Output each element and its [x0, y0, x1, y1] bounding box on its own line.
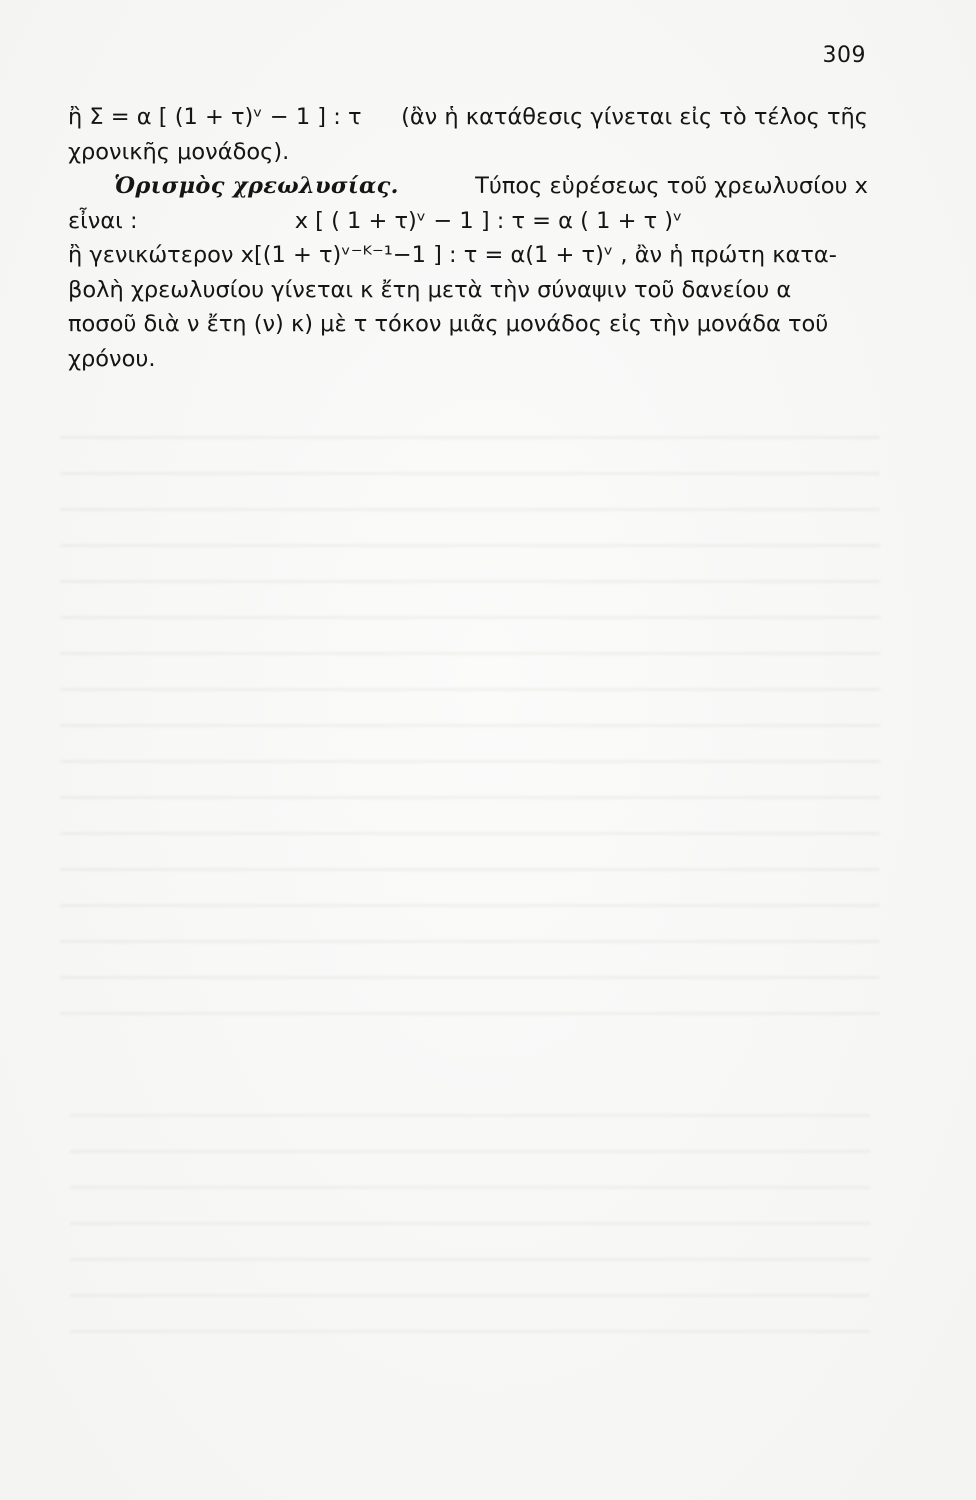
page-number: 309: [822, 43, 866, 68]
sum-formula: ἢ Σ = α [ (1 + τ)ᵛ − 1 ] : τ: [68, 104, 362, 130]
general-equation-line: ἢ γενικώτερον x[(1 + τ)ᵛ⁻ᴷ⁻¹−1 ] : τ = α(1 + τ)ᵛ , ἂν ἡ πρώτη κατα-: [68, 242, 837, 268]
text-line-1: [68, 100, 868, 135]
text-block: [68, 100, 868, 376]
definition-heading: Ὁρισμὸς χρεωλυσίας.: [114, 173, 399, 199]
text-line-7: [68, 307, 868, 342]
text-line-8: [68, 342, 868, 377]
text-line-6: [68, 273, 868, 308]
deposit-condition: (ἂν ἡ κατάθεσις γίνεται εἰς τὸ τέλος τῆς: [401, 104, 868, 130]
amortization-equation: x [ ( 1 + τ)ᵛ − 1 ] : τ = α ( 1 + τ )ᵛ: [294, 207, 683, 234]
payment-timing-line: βολὴ χρεωλυσίου γίνεται κ ἔτη μετὰ τὴν σύναψιν τοῦ δανείου α: [68, 276, 792, 303]
interest-rate-line: ποσοῦ διὰ ν ἔτη (ν) κ) μὲ τ τόκον μιᾶς μονάδος εἰς τὴν μονάδα τοῦ: [68, 311, 829, 337]
text-line-3: [68, 169, 868, 204]
text-line-4: [68, 204, 868, 239]
formula-intro: Τύπος εὑρέσεως τοῦ χρεωλυσίου x: [475, 173, 868, 199]
text-line-2: [68, 135, 868, 170]
is-label: εἶναι :: [68, 207, 138, 234]
closing-word: χρόνου.: [68, 345, 156, 372]
text-line-5: [68, 238, 868, 273]
show-through-text-lower: [70, 1090, 870, 1350]
show-through-text: [60, 410, 880, 1030]
time-unit-note: χρονικῆς μονάδος).: [68, 138, 290, 165]
